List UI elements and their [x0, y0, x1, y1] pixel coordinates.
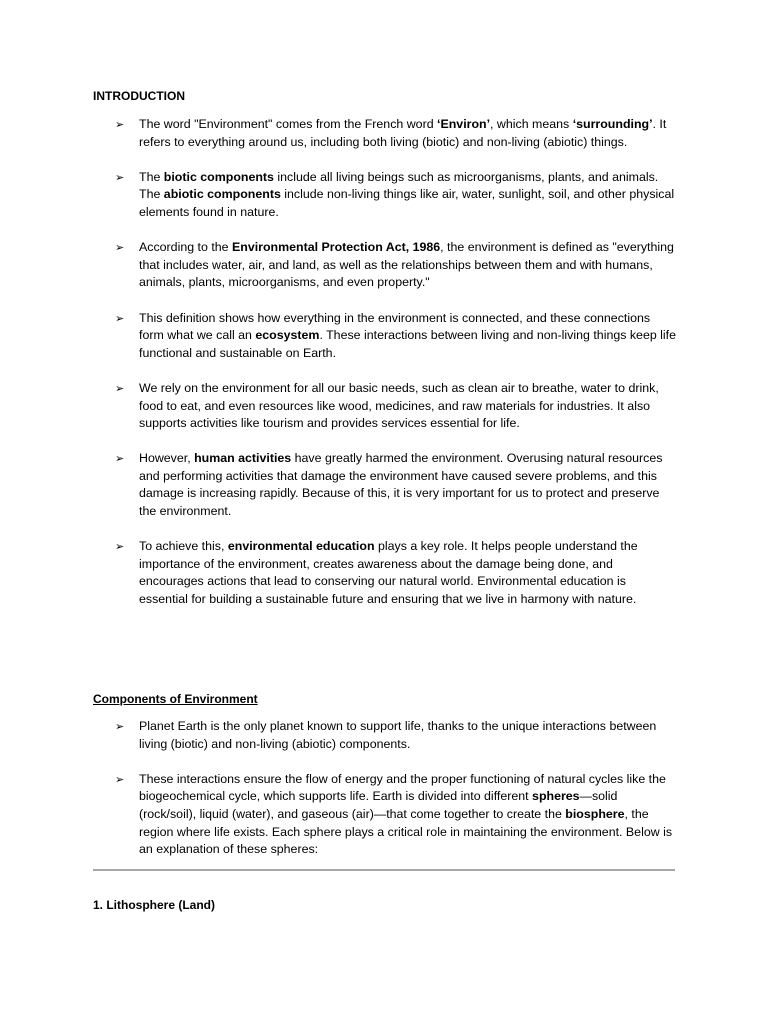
text-segment: include all living beings such as microorganisms, plants, and animals. The — [139, 169, 659, 202]
arrow-bullet-icon: ➢ — [115, 720, 125, 733]
bold-term: ecosystem — [255, 328, 320, 343]
bullet-item — [115, 538, 677, 608]
arrow-bullet-icon: ➢ — [115, 311, 125, 325]
bullet-item — [115, 771, 677, 859]
bold-term: ‘Environ’ — [437, 117, 491, 131]
arrow-bullet-icon: ➢ — [115, 170, 125, 184]
text-segment: have greatly harmed the environment. Overusing natural resources and performing activities that damage the environment have caused severe problems, and this damage is increasing rapidly. Because of this, it is very important for us to protect and preserve the environment. — [139, 451, 663, 519]
bullet-item — [115, 310, 677, 363]
bullet-item — [115, 116, 677, 151]
bold-term: biotic components — [163, 169, 274, 184]
arrow-bullet-icon: ➢ — [115, 772, 125, 786]
bullet-item — [115, 169, 677, 222]
text-segment: , the environment is defined as "everything that includes water, air, and land, as well as the relationships between them and with humans, animals, plants, microorganisms, and even property." — [139, 240, 674, 290]
bullet-item — [115, 450, 677, 520]
text-segment: , which means — [490, 117, 573, 131]
bold-term: abiotic components — [163, 187, 281, 202]
horizontal-divider — [93, 869, 675, 871]
arrow-bullet-icon: ➢ — [115, 452, 125, 466]
lithosphere-heading: 1. Lithosphere (Land) — [93, 898, 216, 912]
text-segment: include non-living things like air, water, sunlight, soil, and other physical elements found in nature. — [139, 187, 675, 219]
bullet-item — [115, 380, 677, 433]
text-segment: These interactions ensure the flow of energy and the proper functioning of natural cycles like the biogeochemical cycle, which supports life. Earth is divided into different — [139, 771, 666, 804]
introduction-heading: INTRODUCTION — [93, 89, 185, 103]
text-segment: . These interactions between living and non-living things keep life functional and sustainable on Earth. — [139, 328, 677, 360]
arrow-bullet-icon: ➢ — [115, 241, 125, 255]
arrow-bullet-icon: ➢ — [115, 118, 125, 131]
arrow-bullet-icon: ➢ — [115, 381, 125, 395]
bold-term: human activities — [194, 451, 292, 466]
text-segment: . It refers to everything around us, including both living (biotic) and non-living (abiotic) things. — [139, 117, 667, 149]
components-bullet-list — [115, 718, 677, 859]
bold-term: spheres — [532, 789, 580, 804]
text-segment: This definition shows how everything in the environment is connected, and these connections form what we call an — [139, 310, 651, 343]
text-segment: We rely on the environment for all our basic needs, such as clean air to breathe, water to drink, food to eat, and even resources like wood, medicines, and raw materials for industries. It also supports activities like tourism and provides services essential for life. — [139, 380, 659, 431]
text-segment: plays a key role. It helps people understand the importance of the environment, creates awareness about the damage being done, and encourages actions that lead to conserving our natural world. Environmental education is essential for building a sustainable future and ensuring that we live in harmony with nature. — [139, 539, 638, 607]
arrow-bullet-icon: ➢ — [115, 540, 125, 554]
text-segment: The word "Environment" comes from the French word — [139, 117, 438, 131]
bold-term: biosphere — [565, 806, 625, 821]
text-segment: The — [139, 169, 164, 184]
introduction-bullet-list — [115, 116, 677, 609]
bold-term: environmental education — [227, 539, 375, 554]
text-segment: Planet Earth is the only planet known to support life, thanks to the unique interactions between living (biotic) and non-living (abiotic) components. — [139, 719, 657, 751]
bold-term: Environmental Protection Act, 1986 — [231, 240, 441, 255]
bold-term: ‘surrounding’ — [572, 117, 653, 131]
text-segment: To achieve this, — [139, 539, 228, 554]
bullet-item — [115, 239, 677, 292]
text-segment: , the region where life exists. Each sphere plays a critical role in maintaining the environment. Below is an explanation of these spheres: — [139, 806, 673, 857]
bullet-item — [115, 718, 677, 753]
text-segment: —solid (rock/soil), liquid (water), and gaseous (air)—that come together to create the — [139, 789, 618, 821]
text-segment: However, — [139, 451, 195, 466]
text-segment: According to the — [139, 240, 232, 255]
components-heading: Components of Environment — [93, 692, 258, 706]
